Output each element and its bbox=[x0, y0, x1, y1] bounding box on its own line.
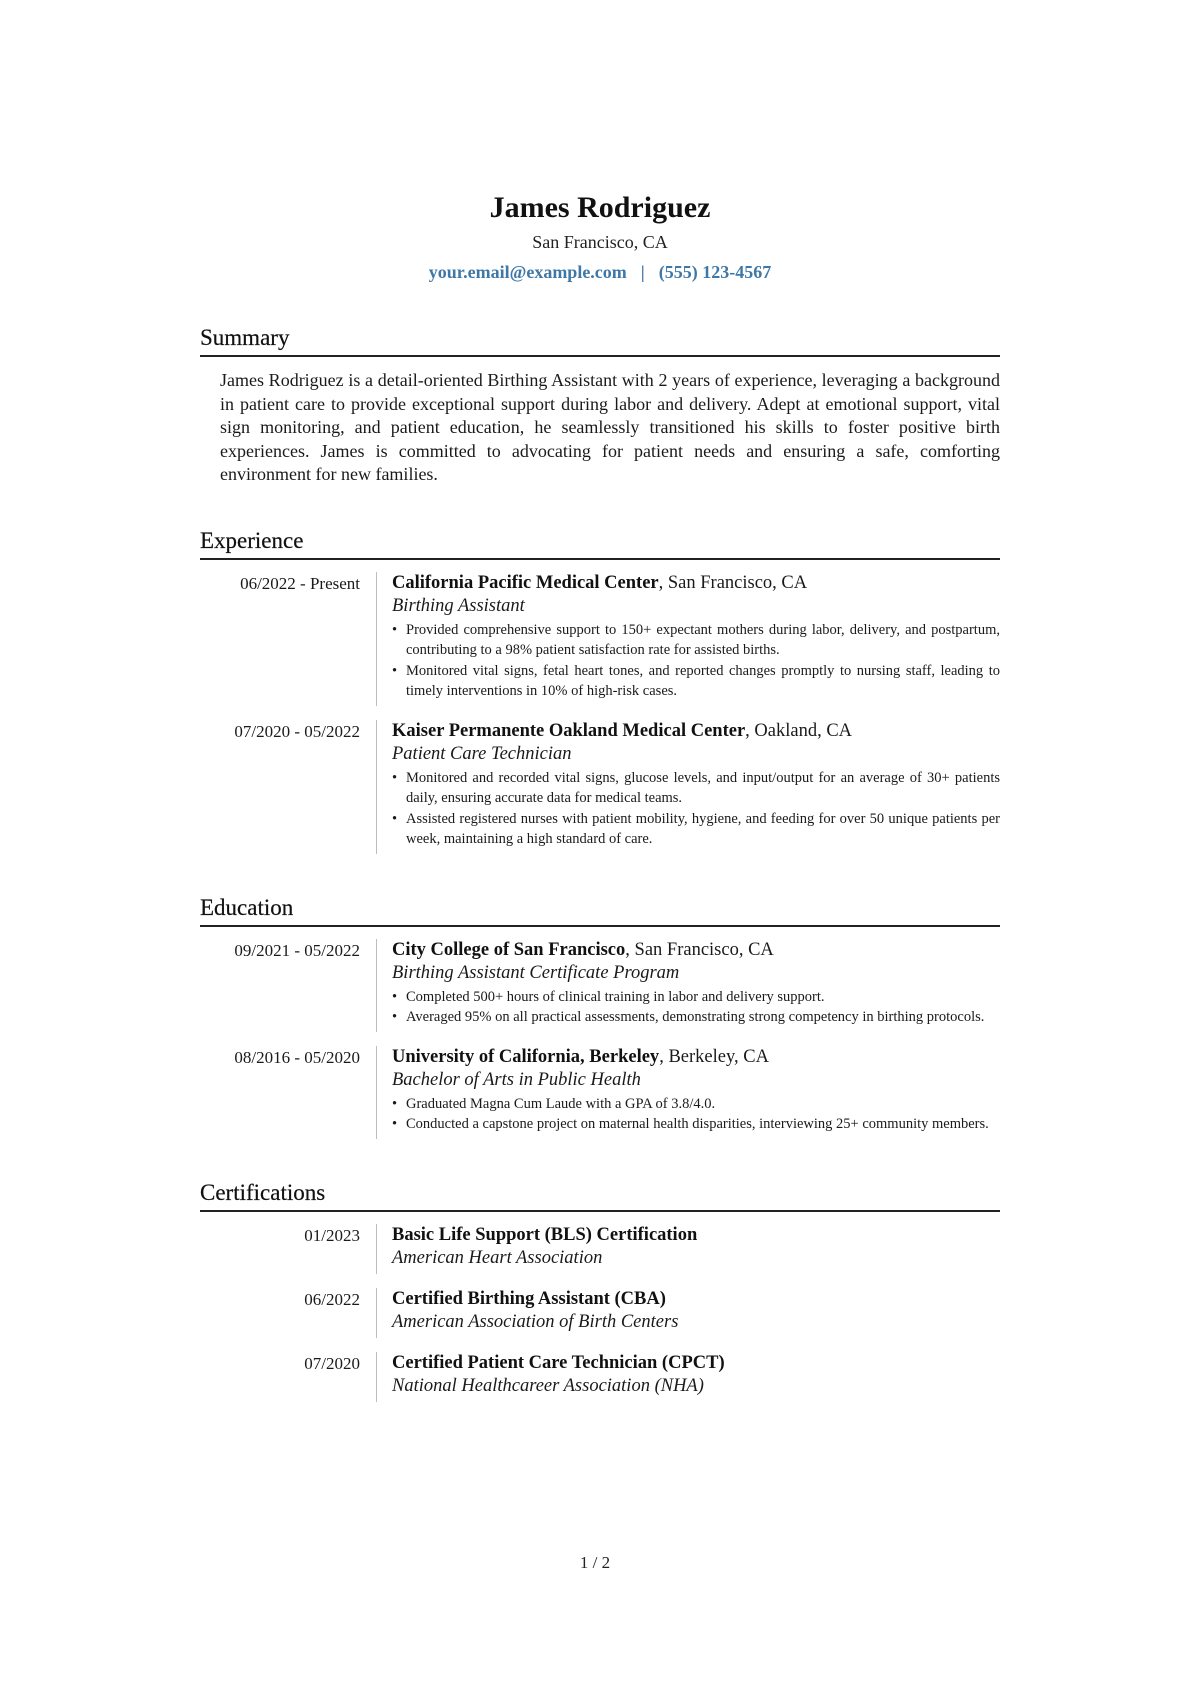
list-item bbox=[392, 809, 1000, 850]
list-item bbox=[392, 1094, 1000, 1115]
entry-date: 07/2020 - 05/2022 bbox=[234, 721, 360, 741]
entry-body bbox=[376, 572, 1000, 706]
entry-date: 06/2022 bbox=[304, 1289, 360, 1309]
certification-issuer: American Heart Association bbox=[392, 1247, 603, 1268]
entry-date: 07/2020 bbox=[304, 1353, 360, 1373]
summary-title: Summary bbox=[200, 324, 1000, 357]
entry-body bbox=[376, 1288, 1000, 1338]
certification-entry bbox=[200, 1352, 1000, 1402]
entry-role: Birthing Assistant bbox=[392, 595, 525, 616]
certification-name: Certified Patient Care Technician (CPCT) bbox=[392, 1352, 725, 1373]
certification-name: Basic Life Support (BLS) Certification bbox=[392, 1224, 698, 1245]
entry-role: Patient Care Technician bbox=[392, 743, 572, 764]
summary-section bbox=[200, 324, 1000, 487]
bullet-text: Assisted registered nurses with patient mobility, hygiene, and feeding for over 50 unique patients per week, maintaining a high standard of care. bbox=[406, 810, 1000, 847]
bullet-text: Averaged 95% on all practical assessments, demonstrating strong competency in birthing protocols. bbox=[406, 1009, 985, 1025]
summary-text: James Rodriguez is a detail-oriented Birthing Assistant with 2 years of experience, leveraging a background in patient care to provide exceptional support during labor and delivery. Adept at emotional support, vital sign monitoring, and patient education, he seamlessly transitioned his skills to foster positive birth experiences. James is committed to advocating for patient needs and ensuring a safe, comforting environment for new families. bbox=[220, 370, 1000, 484]
entry-place: , Berkeley, CA bbox=[659, 1046, 769, 1067]
bullet-text: Graduated Magna Cum Laude with a GPA of 3.8/4.0. bbox=[406, 1095, 716, 1112]
entry-bullets bbox=[392, 1094, 1000, 1135]
entry-role: Birthing Assistant Certificate Program bbox=[392, 962, 680, 983]
entry-place: , San Francisco, CA bbox=[658, 572, 808, 593]
email-link[interactable]: your.email@example.com bbox=[428, 262, 627, 282]
entry-bullets bbox=[392, 987, 1000, 1028]
entry-body bbox=[376, 939, 1000, 1032]
bullet-text: Provided comprehensive support to 150+ expectant mothers during labor, delivery, and postpartum, contributing to a 98% patient satisfaction rate for assisted births. bbox=[406, 621, 1000, 658]
contact-separator: | bbox=[640, 262, 645, 282]
education-title: Education bbox=[200, 894, 1000, 927]
certifications-section bbox=[200, 1179, 1000, 1402]
entry-body bbox=[376, 1046, 1000, 1139]
certification-entry bbox=[200, 1224, 1000, 1274]
bullet-icon: • bbox=[392, 769, 398, 786]
entry-date: 01/2023 bbox=[304, 1225, 360, 1245]
resume-page bbox=[200, 190, 1000, 1402]
candidate-name: James Rodriguez bbox=[489, 191, 711, 224]
contact-line bbox=[200, 260, 1000, 284]
entry-organization: City College of San Francisco bbox=[392, 939, 626, 960]
bullet-icon: • bbox=[392, 988, 398, 1005]
entry-heading bbox=[392, 1288, 1000, 1311]
experience-entry bbox=[200, 572, 1000, 706]
bullet-text: Monitored vital signs, fetal heart tones, and reported changes promptly to nursing staff, leading to timely interventions in 10% of high-risk cases. bbox=[406, 662, 1000, 699]
entry-heading bbox=[392, 939, 1000, 962]
entry-place: , San Francisco, CA bbox=[625, 939, 774, 960]
entry-date: 08/2016 - 05/2020 bbox=[234, 1047, 360, 1067]
bullet-text: Monitored and recorded vital signs, glucose levels, and input/output for an average of 30+ patients daily, ensuring accurate data for medical teams. bbox=[406, 769, 1000, 806]
entry-role: Bachelor of Arts in Public Health bbox=[392, 1069, 641, 1090]
bullet-icon: • bbox=[392, 1009, 398, 1025]
list-item bbox=[392, 1114, 1000, 1135]
entry-date: 09/2021 - 05/2022 bbox=[234, 940, 360, 960]
entry-bullets bbox=[392, 768, 1000, 850]
entry-heading bbox=[392, 1352, 1000, 1375]
certification-issuer: National Healthcareer Association (NHA) bbox=[392, 1375, 704, 1396]
certification-entry bbox=[200, 1288, 1000, 1338]
bullet-text: Conducted a capstone project on maternal health disparities, interviewing 25+ community members. bbox=[406, 1116, 989, 1132]
entry-body bbox=[376, 1224, 1000, 1274]
certifications-title: Certifications bbox=[200, 1179, 1000, 1212]
list-item bbox=[392, 1007, 1000, 1028]
certification-name: Certified Birthing Assistant (CBA) bbox=[392, 1288, 666, 1309]
phone-link[interactable]: (555) 123-4567 bbox=[658, 262, 772, 282]
entry-body bbox=[376, 720, 1000, 854]
bullet-icon: • bbox=[392, 621, 398, 638]
entry-heading bbox=[392, 720, 1000, 743]
list-item bbox=[392, 987, 1000, 1008]
experience-entry bbox=[200, 720, 1000, 854]
entry-heading bbox=[392, 1224, 1000, 1247]
entry-date: 06/2022 - Present bbox=[240, 573, 360, 593]
education-entry bbox=[200, 1046, 1000, 1139]
bullet-icon: • bbox=[392, 1116, 398, 1132]
entry-body bbox=[376, 1352, 1000, 1402]
experience-section bbox=[200, 527, 1000, 854]
candidate-location: San Francisco, CA bbox=[532, 232, 668, 252]
entry-organization: Kaiser Permanente Oakland Medical Center bbox=[392, 720, 746, 741]
bullet-icon: • bbox=[392, 662, 398, 679]
resume-header bbox=[200, 190, 1000, 284]
page-number: 1 / 2 bbox=[579, 1553, 611, 1572]
experience-title: Experience bbox=[200, 527, 1000, 560]
bullet-text: Completed 500+ hours of clinical training in labor and delivery support. bbox=[406, 988, 825, 1005]
list-item bbox=[392, 661, 1000, 702]
bullet-icon: • bbox=[392, 810, 398, 827]
education-entry bbox=[200, 939, 1000, 1032]
entry-organization: University of California, Berkeley bbox=[392, 1046, 660, 1067]
entry-organization: California Pacific Medical Center bbox=[392, 572, 659, 593]
certification-issuer: American Association of Birth Centers bbox=[392, 1311, 679, 1332]
entry-bullets bbox=[392, 620, 1000, 702]
bullet-icon: • bbox=[392, 1095, 398, 1112]
list-item bbox=[392, 768, 1000, 809]
entry-heading bbox=[392, 1046, 1000, 1069]
list-item bbox=[392, 620, 1000, 661]
education-section bbox=[200, 894, 1000, 1139]
entry-heading bbox=[392, 572, 1000, 595]
entry-place: , Oakland, CA bbox=[745, 720, 853, 741]
